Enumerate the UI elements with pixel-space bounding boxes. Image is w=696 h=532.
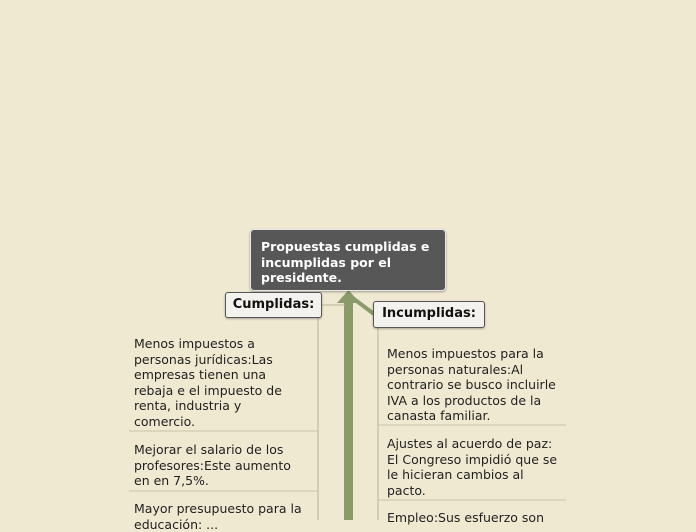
incumplidas-item-3[interactable]: Empleo:Sus esfuerzo son (387, 510, 544, 525)
cumplidas-item-3[interactable]: Mayor presupuesto para la educación: ... (134, 501, 302, 532)
cumplidas-item-2[interactable]: Mejorar el salario de los profesores:Este aumento en en 7,5%. (134, 442, 291, 488)
cumplidas-item-1[interactable]: Menos impuestos a personas jurídicas:Las empresas tienen una rebaja e el impuesto de renta, industria y comercio. (134, 336, 282, 429)
branch-cumplidas[interactable]: Cumplidas: (225, 292, 322, 318)
incumplidas-item-1[interactable]: Menos impuestos para la personas naturales:Al contrario se busco incluirle IVA a los productos de la canasta familiar. (387, 346, 556, 423)
connector-incumplidas (350, 296, 374, 314)
trunk-line (344, 297, 353, 520)
root-topic[interactable]: Propuestas cumplidas e incumplidas por el presidente. (250, 229, 446, 291)
branch-incumplidas[interactable]: Incumplidas: (373, 301, 485, 328)
incumplidas-item-2[interactable]: Ajustes al acuerdo de paz: El Congreso impidió que se le hicieran cambios al pacto. (387, 436, 558, 498)
